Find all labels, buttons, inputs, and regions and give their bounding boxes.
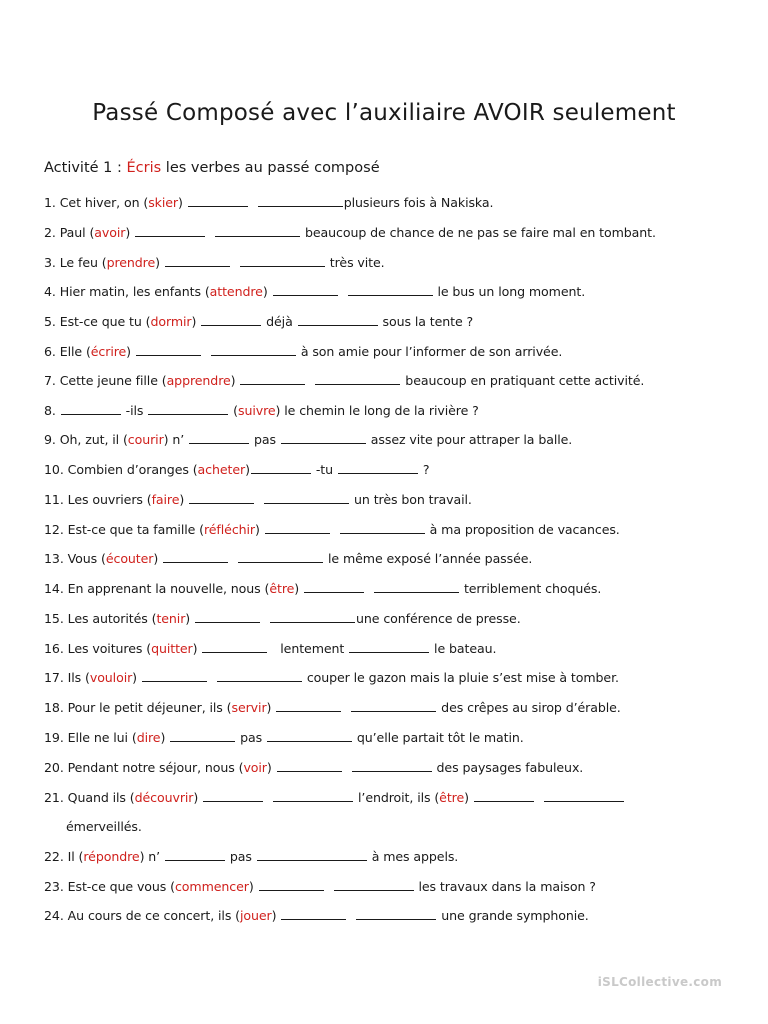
verb: attendre [209, 284, 263, 299]
verb: voir [243, 760, 267, 775]
verb: suivre [237, 403, 276, 418]
exercise-item: 18. Pour le petit déjeuner, ils (servir) des crêpes au sirop d’érable. [44, 700, 621, 715]
verb: écrire [90, 344, 127, 359]
watermark-logo: iSLCollective.com [597, 975, 722, 989]
exercise-item: 3. Le feu (prendre) très vite. [44, 255, 385, 270]
answer-blank[interactable] [136, 344, 201, 356]
verb: faire [151, 492, 180, 507]
exercise-item: 19. Elle ne lui (dire) pas qu’elle partait tôt le matin. [44, 730, 524, 745]
exercise-item: 5. Est-ce que tu (dormir) déjà sous la tente ? [44, 314, 474, 329]
answer-blank[interactable] [277, 760, 342, 772]
item-number: 6. [44, 344, 56, 359]
exercise-item: 8. -ils (suivre) le chemin le long de la rivière ? [44, 403, 479, 418]
exercise-item: 24. Au cours de ce concert, ils (jouer) une grande symphonie. [44, 908, 589, 923]
exercise-item: 2. Paul (avoir) beaucoup de chance de ne pas se faire mal en tombant. [44, 225, 656, 240]
item-number: 18. [44, 700, 64, 715]
exercise-item: 13. Vous (écouter) le même exposé l’année passée. [44, 551, 533, 566]
answer-blank[interactable] [356, 908, 436, 920]
verb: apprendre [166, 373, 231, 388]
answer-blank[interactable] [276, 700, 341, 712]
exercise-item: 10. Combien d’oranges (acheter) -tu ? [44, 462, 430, 477]
item-number: 8. [44, 403, 56, 418]
answer-blank[interactable] [188, 195, 248, 207]
item-number: 2. [44, 225, 56, 240]
answer-blank[interactable] [258, 195, 343, 207]
verb: dire [136, 730, 161, 745]
exercise-item: 16. Les voitures (quitter) lentement le bateau. [44, 641, 497, 656]
answer-blank[interactable] [273, 790, 353, 802]
answer-blank[interactable] [189, 432, 249, 444]
exercise-item: 14. En apprenant la nouvelle, nous (être) terriblement choqués. [44, 581, 602, 596]
answer-blank[interactable] [259, 879, 324, 891]
item-number: 22. [44, 849, 64, 864]
item-number: 4. [44, 284, 56, 299]
item-number: 21. [44, 790, 64, 805]
answer-blank[interactable] [238, 551, 323, 563]
worksheet-title: Passé Composé avec l’auxiliaire AVOIR seulement [92, 100, 676, 126]
exercise-item: 4. Hier matin, les enfants (attendre) le bus un long moment. [44, 284, 586, 299]
activity-rest: les verbes au passé composé [161, 160, 380, 176]
answer-blank[interactable] [352, 760, 432, 772]
answer-blank[interactable] [240, 255, 325, 267]
item-number: 10. [44, 462, 64, 477]
activity-verb: Écris [126, 160, 162, 176]
answer-blank[interactable] [298, 314, 378, 326]
item-number: 5. [44, 314, 56, 329]
answer-blank[interactable] [264, 492, 349, 504]
verb: vouloir [89, 670, 133, 685]
item-number: 12. [44, 522, 64, 537]
answer-blank[interactable] [163, 551, 228, 563]
item-number: 9. [44, 432, 56, 447]
verb: être [269, 581, 295, 596]
answer-blank[interactable] [189, 492, 254, 504]
item-number: 7. [44, 373, 56, 388]
verb: commencer [174, 879, 249, 894]
answer-blank[interactable] [474, 790, 534, 802]
exercise-item: 20. Pendant notre séjour, nous (voir) des paysages fabuleux. [44, 760, 584, 775]
answer-blank[interactable] [135, 225, 205, 237]
item-number: 20. [44, 760, 64, 775]
answer-blank[interactable] [340, 522, 425, 534]
answer-blank[interactable] [165, 849, 225, 861]
item-number: 24. [44, 908, 64, 923]
verb: écouter [105, 551, 154, 566]
answer-blank[interactable] [165, 255, 230, 267]
answer-blank[interactable] [270, 611, 355, 623]
item-number: 15. [44, 611, 64, 626]
verb: découvrir [134, 790, 194, 805]
answer-blank[interactable] [281, 432, 366, 444]
answer-blank[interactable] [265, 522, 330, 534]
answer-blank[interactable] [315, 373, 400, 385]
exercise-item: 21. Quand ils (découvrir) l’endroit, ils (être) [44, 790, 625, 805]
answer-blank[interactable] [273, 284, 338, 296]
activity-prefix: Activité 1 : [44, 160, 127, 176]
item-number: 3. [44, 255, 56, 270]
verb: prendre [106, 255, 156, 270]
answer-blank[interactable] [349, 641, 429, 653]
answer-blank[interactable] [61, 403, 121, 415]
item-number: 1. [44, 195, 56, 210]
answer-blank[interactable] [281, 908, 346, 920]
item-number: 16. [44, 641, 64, 656]
exercise-item-continuation: émerveillés. [66, 819, 142, 834]
exercise-item: 9. Oh, zut, il (courir) n’ pas assez vite pour attraper la balle. [44, 432, 573, 447]
answer-blank[interactable] [338, 462, 418, 474]
answer-blank[interactable] [334, 879, 414, 891]
verb: quitter [151, 641, 193, 656]
verb: courir [127, 432, 164, 447]
verb: jouer [240, 908, 272, 923]
verb: dormir [150, 314, 192, 329]
exercise-item: 15. Les autorités (tenir) une conférence de presse. [44, 611, 521, 626]
answer-blank[interactable] [211, 344, 296, 356]
item-number: 17. [44, 670, 64, 685]
answer-blank[interactable] [148, 403, 228, 415]
answer-blank[interactable] [351, 700, 436, 712]
verb: avoir [94, 225, 126, 240]
answer-blank[interactable] [304, 581, 364, 593]
item-number: 11. [44, 492, 64, 507]
exercise-item: 7. Cette jeune fille (apprendre) beaucoup en pratiquant cette activité. [44, 373, 645, 388]
answer-blank[interactable] [257, 849, 367, 861]
verb: tenir [156, 611, 186, 626]
exercise-item: 17. Ils (vouloir) couper le gazon mais la pluie s’est mise à tomber. [44, 670, 619, 685]
answer-blank[interactable] [142, 670, 207, 682]
item-number: 19. [44, 730, 64, 745]
verb: acheter [197, 462, 246, 477]
answer-blank[interactable] [215, 225, 300, 237]
answer-blank[interactable] [170, 730, 235, 742]
answer-blank[interactable] [240, 373, 305, 385]
item-number: 13. [44, 551, 64, 566]
exercise-item: 22. Il (répondre) n’ pas à mes appels. [44, 849, 459, 864]
item-number: 23. [44, 879, 64, 894]
item-number: 14. [44, 581, 64, 596]
verb: servir [231, 700, 267, 715]
answer-blank[interactable] [374, 581, 459, 593]
verb: réfléchir [203, 522, 255, 537]
exercise-item: 11. Les ouvriers (faire) un très bon travail. [44, 492, 472, 507]
activity-heading [44, 160, 380, 176]
answer-blank[interactable] [544, 790, 624, 802]
answer-blank[interactable] [348, 284, 433, 296]
exercise-item: 1. Cet hiver, on (skier) plusieurs fois à Nakiska. [44, 195, 494, 210]
answer-blank[interactable] [217, 670, 302, 682]
exercise-item: 12. Est-ce que ta famille (réfléchir) à ma proposition de vacances. [44, 522, 620, 537]
verb: être [439, 790, 465, 805]
verb: répondre [83, 849, 140, 864]
answer-blank[interactable] [251, 462, 311, 474]
exercise-item: 6. Elle (écrire) à son amie pour l’informer de son arrivée. [44, 344, 563, 359]
answer-blank[interactable] [201, 314, 261, 326]
answer-blank[interactable] [203, 790, 263, 802]
exercise-item: 23. Est-ce que vous (commencer) les travaux dans la maison ? [44, 879, 596, 894]
answer-blank[interactable] [195, 611, 260, 623]
answer-blank[interactable] [267, 730, 352, 742]
answer-blank[interactable] [202, 641, 267, 653]
verb: skier [148, 195, 178, 210]
